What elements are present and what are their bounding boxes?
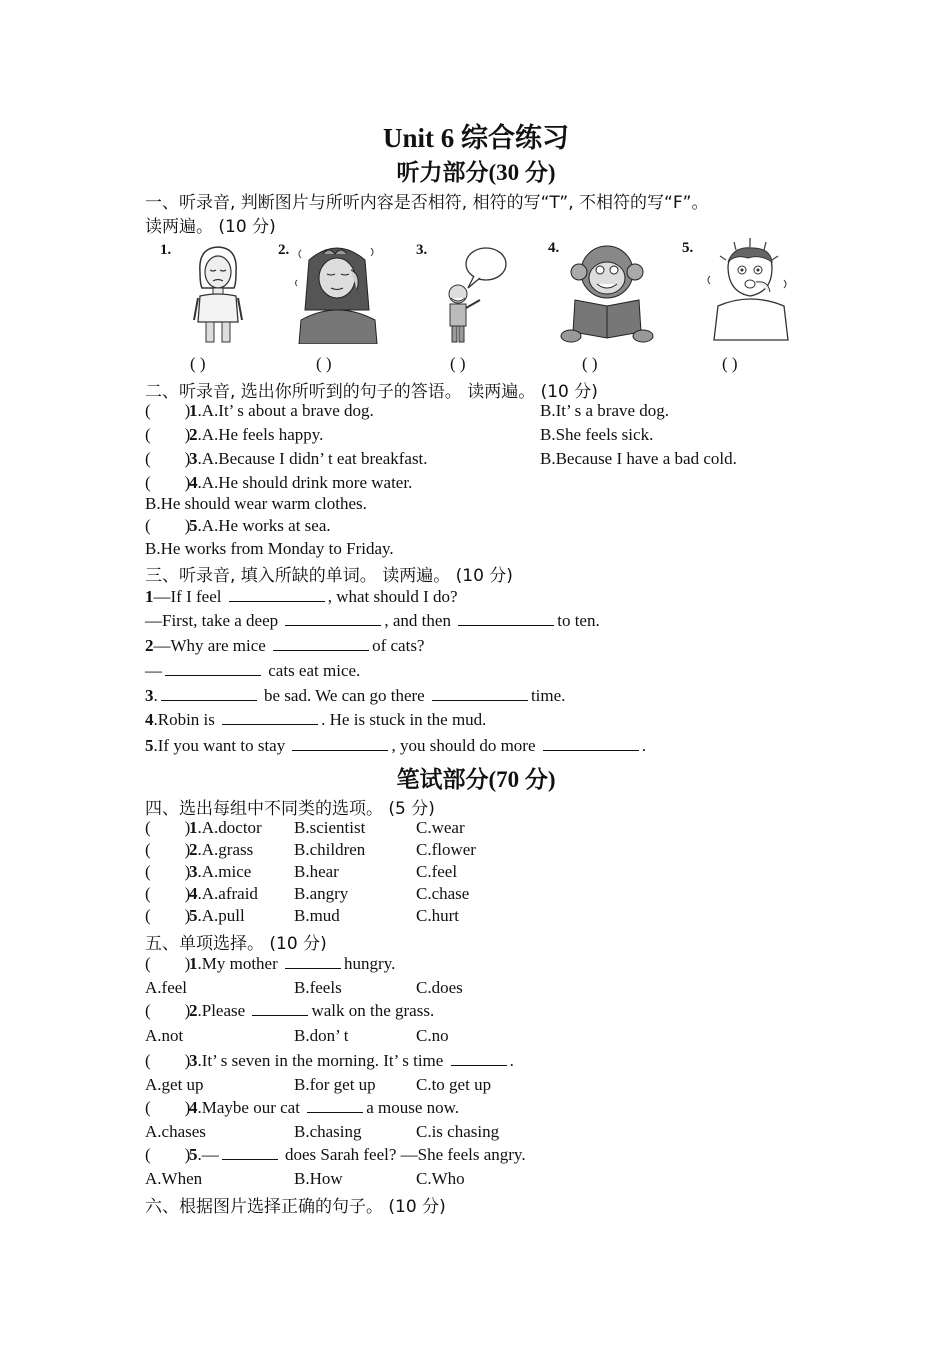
s3-q5: 5.If you want to stay , you should do more .: [145, 736, 647, 755]
s4-item-5: ( )5.A.pull: [145, 906, 245, 925]
paren[interactable]: ( ): [145, 906, 191, 925]
s4-item-5-b: B.mud: [294, 906, 340, 925]
s5-q5-a: A.When: [145, 1169, 203, 1188]
sad-girl-picture: [188, 242, 248, 346]
listening-section-title: 听力部分(30 分): [396, 160, 556, 185]
s3-q2-line1: 2—Why are mice of cats?: [145, 636, 425, 655]
s2-item-4: ( )4.A.He should drink more water.: [145, 473, 413, 492]
writing-section-title: 笔试部分(70 分): [396, 767, 556, 792]
s3-q2-line2: — cats eat mice.: [145, 661, 361, 680]
s5-q4: ( )4.Maybe our cat a mouse now.: [145, 1098, 460, 1117]
s3-q1-line2: —First, take a deep , and then to ten.: [145, 611, 600, 630]
s5-q2-b: B.don’ t: [294, 1026, 349, 1045]
s5-q5-b: B.How: [294, 1169, 343, 1188]
s3-q3: 3. be sad. We can go there time.: [145, 686, 566, 705]
s4-item-2: ( )2.A.grass: [145, 840, 254, 859]
s5-q1: ( )1.My mother hungry.: [145, 954, 396, 973]
paren[interactable]: ( ): [145, 1001, 191, 1020]
s5-q2-c: C.no: [416, 1026, 449, 1045]
s4-item-4-b: B.angry: [294, 884, 349, 903]
paren[interactable]: ( ): [145, 840, 191, 859]
paren[interactable]: ( ): [145, 1145, 191, 1164]
s5-q3-c: C.to get up: [416, 1075, 492, 1094]
s4-item-5-c: C.hurt: [416, 906, 459, 925]
blank[interactable]: [458, 611, 554, 626]
s5-q5: ( )5.— does Sarah feel? —She feels angry.: [145, 1145, 526, 1164]
answer-paren-1[interactable]: ( ): [190, 354, 206, 373]
paren[interactable]: ( ): [145, 1051, 191, 1070]
section-6-heading: 六、根据图片选择正确的句子。 (10 分): [145, 1197, 446, 1217]
s5-q3: ( )3.It’ s seven in the morning. It’ s time .: [145, 1051, 514, 1070]
section-3-heading: 三、听录音, 填入所缺的单词。 读两遍。 (10 分): [145, 566, 513, 586]
monkey-reading-picture: [557, 240, 657, 344]
blank[interactable]: [285, 954, 341, 969]
blank[interactable]: [273, 636, 369, 651]
old-man-speaking-picture: [438, 244, 510, 346]
blank[interactable]: [543, 736, 639, 751]
section-1-heading-2: 读两遍。 (10 分): [145, 217, 276, 237]
s2-item-2: ( )2.A.He feels happy.: [145, 425, 324, 444]
blank[interactable]: [285, 611, 381, 626]
s4-item-2-b: B.children: [294, 840, 366, 859]
sick-girl-picture: [295, 240, 380, 344]
s5-q4-c: C.is chasing: [416, 1122, 500, 1141]
scared-man-picture: [700, 236, 792, 342]
page-title: Unit 6 综合练习: [382, 123, 569, 153]
picture-number-5: 5.: [682, 240, 694, 256]
s5-q2-a: A.not: [145, 1026, 184, 1045]
paren[interactable]: ( ): [145, 516, 191, 535]
s2-item-5: ( )5.A.He works at sea.: [145, 516, 331, 535]
s4-item-3-c: C.feel: [416, 862, 458, 881]
s3-q4: 4.Robin is . He is stuck in the mud.: [145, 710, 487, 729]
s5-q5-c: C.Who: [416, 1169, 465, 1188]
answer-paren-2[interactable]: ( ): [316, 354, 332, 373]
paren[interactable]: ( ): [145, 425, 191, 444]
s2-item-3: ( )3.A.Because I didn’ t eat breakfast.: [145, 449, 428, 468]
blank[interactable]: [229, 587, 325, 602]
s4-item-1-c: C.wear: [416, 818, 465, 837]
answer-paren-3[interactable]: ( ): [450, 354, 466, 373]
answer-paren-5[interactable]: ( ): [722, 354, 738, 373]
s2-item-4-option-b: B.He should wear warm clothes.: [145, 494, 367, 513]
s2-item-3-option-b: B.Because I have a bad cold.: [540, 449, 737, 468]
blank[interactable]: [432, 686, 528, 701]
blank[interactable]: [222, 710, 318, 725]
picture-number-2: 2.: [278, 242, 290, 258]
s5-q3-a: A.get up: [145, 1075, 204, 1094]
blank[interactable]: [292, 736, 388, 751]
s5-q1-b: B.feels: [294, 978, 342, 997]
s5-q3-b: B.for get up: [294, 1075, 376, 1094]
section-2-heading: 二、听录音, 选出你所听到的句子的答语。 读两遍。 (10 分): [145, 382, 598, 402]
blank[interactable]: [222, 1145, 278, 1160]
paren[interactable]: ( ): [145, 449, 191, 468]
section-4-heading: 四、选出每组中不同类的选项。 (5 分): [145, 799, 435, 819]
s4-item-1-b: B.scientist: [294, 818, 366, 837]
s2-item-1: ( )1.A.It’ s about a brave dog.: [145, 401, 374, 420]
s4-item-4: ( )4.A.afraid: [145, 884, 258, 903]
answer-paren-4[interactable]: ( ): [582, 354, 598, 373]
s4-item-4-c: C.chase: [416, 884, 470, 903]
paren[interactable]: ( ): [145, 954, 191, 973]
blank[interactable]: [307, 1098, 363, 1113]
picture-number-3: 3.: [416, 242, 428, 258]
paren[interactable]: ( ): [145, 818, 191, 837]
paren[interactable]: ( ): [145, 884, 191, 903]
s5-q2: ( )2.Please walk on the grass.: [145, 1001, 435, 1020]
paren[interactable]: ( ): [145, 1098, 191, 1117]
paren[interactable]: ( ): [145, 862, 191, 881]
s2-item-5-option-b: B.He works from Monday to Friday.: [145, 539, 394, 558]
s4-item-3: ( )3.A.mice: [145, 862, 252, 881]
s2-item-1-option-b: B.It’ s a brave dog.: [540, 401, 670, 420]
blank[interactable]: [161, 686, 257, 701]
picture-number-4: 4.: [548, 240, 560, 256]
s3-q1-line1: 1—If I feel , what should I do?: [145, 587, 458, 606]
paren[interactable]: ( ): [145, 473, 191, 492]
s4-item-1: ( )1.A.doctor: [145, 818, 262, 837]
blank[interactable]: [451, 1051, 507, 1066]
s5-q4-b: B.chasing: [294, 1122, 362, 1141]
paren[interactable]: ( ): [145, 401, 191, 420]
section-5-heading: 五、单项选择。 (10 分): [145, 934, 327, 954]
blank[interactable]: [165, 661, 261, 676]
s5-q1-a: A.feel: [145, 978, 188, 997]
section-1-heading: 一、听录音, 判断图片与所听内容是否相符, 相符的写“T”, 不相符的写“F”。: [145, 193, 709, 213]
picture-number-1: 1.: [160, 242, 172, 258]
s5-q1-c: C.does: [416, 978, 463, 997]
s4-item-2-c: C.flower: [416, 840, 476, 859]
s4-item-3-b: B.hear: [294, 862, 339, 881]
blank[interactable]: [252, 1001, 308, 1016]
s2-item-2-option-b: B.She feels sick.: [540, 425, 654, 444]
s5-q4-a: A.chases: [145, 1122, 206, 1141]
